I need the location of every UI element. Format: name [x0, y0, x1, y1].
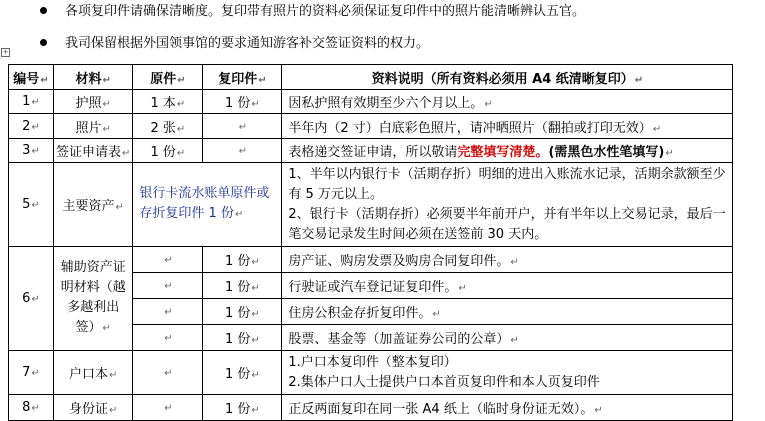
emphasis-text: 完整填写清楚。 — [457, 145, 549, 160]
row-material: 户口本↵ — [54, 351, 133, 395]
header-desc: 资料说明（所有资料必须用 A4 纸清晰复印）↵ — [282, 65, 733, 90]
row-copy: 1 份↵ — [203, 247, 282, 273]
row-desc — [282, 163, 733, 247]
row-original: 2 张↵ — [133, 114, 203, 139]
table-row — [9, 351, 733, 395]
note-2: 我司保留根据外国领事馆的要求通知游客补交签证资料的权力。 — [40, 36, 429, 52]
row-desc: 正反两面复印在同一张 A4 纸上（临时身份证无效）。↵ — [282, 395, 733, 421]
row-num: 8↵ — [9, 395, 54, 421]
header-num: 编号↵ — [9, 65, 54, 90]
note-1: 各项复印件请确保清晰度。复印带有照片的资料必须保证复印件中的照片能清晰辨认五官。 — [40, 4, 585, 20]
row-desc: 因私护照有效期至少六个月以上。↵ — [282, 90, 733, 114]
table-move-handle-icon[interactable]: + — [2, 48, 9, 56]
row-material: 身份证↵ — [54, 395, 133, 421]
desc-line-2: 2.集体户口人士提供户口本首页复印件和本人页复印件 — [288, 374, 600, 390]
row-original: ↵ — [133, 395, 203, 421]
row-desc: 半年内（2 寸）白底彩色照片，请冲晒照片（翻拍或打印无效）↵ — [282, 114, 733, 139]
table-row — [9, 139, 733, 163]
pen-note: (需黑色水性笔填写) — [548, 145, 665, 160]
table-row — [9, 395, 733, 421]
desc-line-1: 1.户口本复印件（整本复印） — [288, 354, 457, 370]
row-copy: 1 份↵ — [203, 90, 282, 114]
row-copy: 1 份↵ — [203, 299, 282, 325]
row-copy: ↵ — [203, 139, 282, 163]
row-desc: 住房公积金存折复印件。↵ — [282, 299, 733, 325]
row-desc: 行驶证或汽车登记证复印件。↵ — [282, 273, 733, 299]
row-original: 1 本↵ — [133, 90, 203, 114]
row-copy: 1 份↵ — [203, 325, 282, 351]
table-row — [9, 163, 733, 247]
visa-materials-table — [8, 64, 733, 421]
row-desc: 股票、基金等（加盖证券公司的公章）↵ — [282, 325, 733, 351]
row-original: ↵ — [133, 299, 203, 325]
row-original: ↵ — [133, 247, 203, 273]
desc-line-1: 1、半年以内银行卡（活期存折）明细的进出入账流水记录，活期余款额至少有 5 万元以上。 — [288, 166, 726, 202]
table-row — [9, 247, 733, 273]
row-original: ↵ — [133, 325, 203, 351]
row-copy: 1 份↵ — [203, 273, 282, 299]
row-copy: 1 份↵ — [203, 395, 282, 421]
bullet-icon — [40, 39, 47, 46]
bullet-icon — [40, 7, 47, 14]
row-original: ↵ — [133, 351, 203, 395]
table-header-row — [9, 65, 733, 90]
header-material: 材料↵ — [54, 65, 133, 90]
row-original: 1 份↵ — [133, 139, 203, 163]
row-material: 护照↵ — [54, 90, 133, 114]
row-num: 2↵ — [9, 114, 54, 139]
row-desc: 房产证、购房发票及购房合同复印件。↵ — [282, 247, 733, 273]
row-material: 照片↵ — [54, 114, 133, 139]
header-copy: 复印件↵ — [203, 65, 282, 90]
row-copy: ↵ — [203, 114, 282, 139]
row-material: 签证申请表↵ — [54, 139, 133, 163]
desc-line-2: 2、银行卡（活期存折）必须要半年前开户，并有半年以上交易记录，最后一笔交易记录发生时间必须在送签前 30 天内。 — [288, 206, 726, 242]
row-material: 辅助资产证明材料（越多越利出签）↵ — [54, 247, 133, 351]
header-original: 原件↵ — [133, 65, 203, 90]
row-copy: 1 份↵ — [203, 351, 282, 395]
row-num: 1↵ — [9, 90, 54, 114]
row-desc — [282, 351, 733, 395]
row-num: 7↵ — [9, 351, 54, 395]
row-num: 5↵ — [9, 163, 54, 247]
row-num: 3↵ — [9, 139, 54, 163]
row-num: 6↵ — [9, 247, 54, 351]
row-material: 主要资产↵ — [54, 163, 133, 247]
table-row — [9, 90, 733, 114]
row-original: ↵ — [133, 273, 203, 299]
row-desc: 表格递交签证申请，所以敬请完整填写清楚。(需黑色水性笔填写)↵ — [282, 139, 733, 163]
table-row — [9, 114, 733, 139]
row-original-merged: 银行卡流水账单原件或存折复印件 1 份↵ — [133, 163, 282, 247]
